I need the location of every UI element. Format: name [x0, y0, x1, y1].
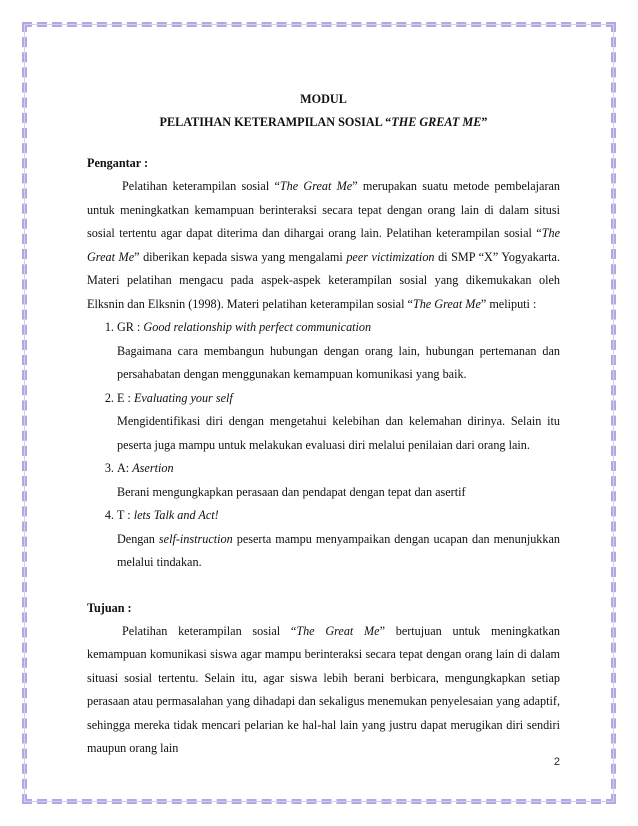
page-content: [87, 88, 560, 761]
list-item-description: Bagaimana cara membangun hubungan dengan orang lain, hubungan pertemanan dan persahabatan dengan menggunakan kemampuan komunikasi yang baik.: [117, 343, 560, 381]
page-number: 2: [553, 756, 560, 768]
doc-title: MODUL: [300, 92, 347, 106]
list-item-heading: 3. A: Asertion: [117, 461, 174, 475]
goal-heading: Tujuan :: [87, 600, 132, 615]
list-item-heading: 2. E : Evaluating your self: [117, 390, 233, 405]
list-item-heading: 1. GR : Good relationship with perfect communication: [117, 320, 372, 334]
doc-subtitle: PELATIHAN KETERAMPILAN SOSIAL “THE GREAT ME”: [159, 115, 488, 129]
goal-paragraph: Pelatihan keterampilan sosial “The Great Me” bertujuan untuk meningkatkan kemampuan komunikasi siswa agar mampu berinteraksi secara tepat dengan orang lain di dalam situasi sosial tertentu. Selain itu, agar siswa lebih berani berbicara, mengungkapkan setiap perasaan atau permasalahan yang dihadapi dan sekaligus menemukan penyelesaian yang adaptif, sehingga mereka tidak mencari pelarian ke hal-hal lain yang justru dapat merugikan diri sendiri maupun orang lain: [87, 623, 560, 755]
list-item-heading: 4. T : lets Talk and Act!: [117, 508, 219, 522]
list-item: [117, 457, 560, 504]
intro-heading: Pengantar :: [87, 156, 149, 170]
intro-paragraph: Pelatihan keterampilan sosial “The Great Me” merupakan suatu metode pembelajaran untuk meningkatkan kemampuan berinteraksi secara tepat dengan orang lain di dalam situsi sosial tertentu agar dapat diterima dan dihargai orang lain. Pelatihan keterampilan sosial “The Great Me” diberikan kepada siswa yang mengalami peer victimization di SMP “X” Yogyakarta. Materi pelatihan mengacu pada aspek-aspek keterampilan sosial yang dikemukakan oleh Elksnin dan Elksnin (1998). Materi pelatihan keterampilan sosial “The Great Me” meliputi :: [87, 179, 561, 311]
list-item: [117, 316, 560, 387]
material-list: [87, 316, 560, 575]
list-item-description: Mengidentifikasi diri dengan mengetahui kelebihan dan kelemahan dirinya. Selain itu peserta juga mampu untuk melakukan evaluasi diri melalui penilaian dari orang lain.: [117, 414, 560, 452]
list-item: [117, 504, 560, 575]
list-item: [117, 387, 560, 458]
list-item-description: Dengan self-instruction peserta mampu menyampaikan dengan ucapan dan menunjukkan melalui tindakan.: [117, 531, 560, 569]
list-item-description: Berani mengungkapkan perasaan dan pendapat dengan tepat dan asertif: [117, 484, 466, 499]
